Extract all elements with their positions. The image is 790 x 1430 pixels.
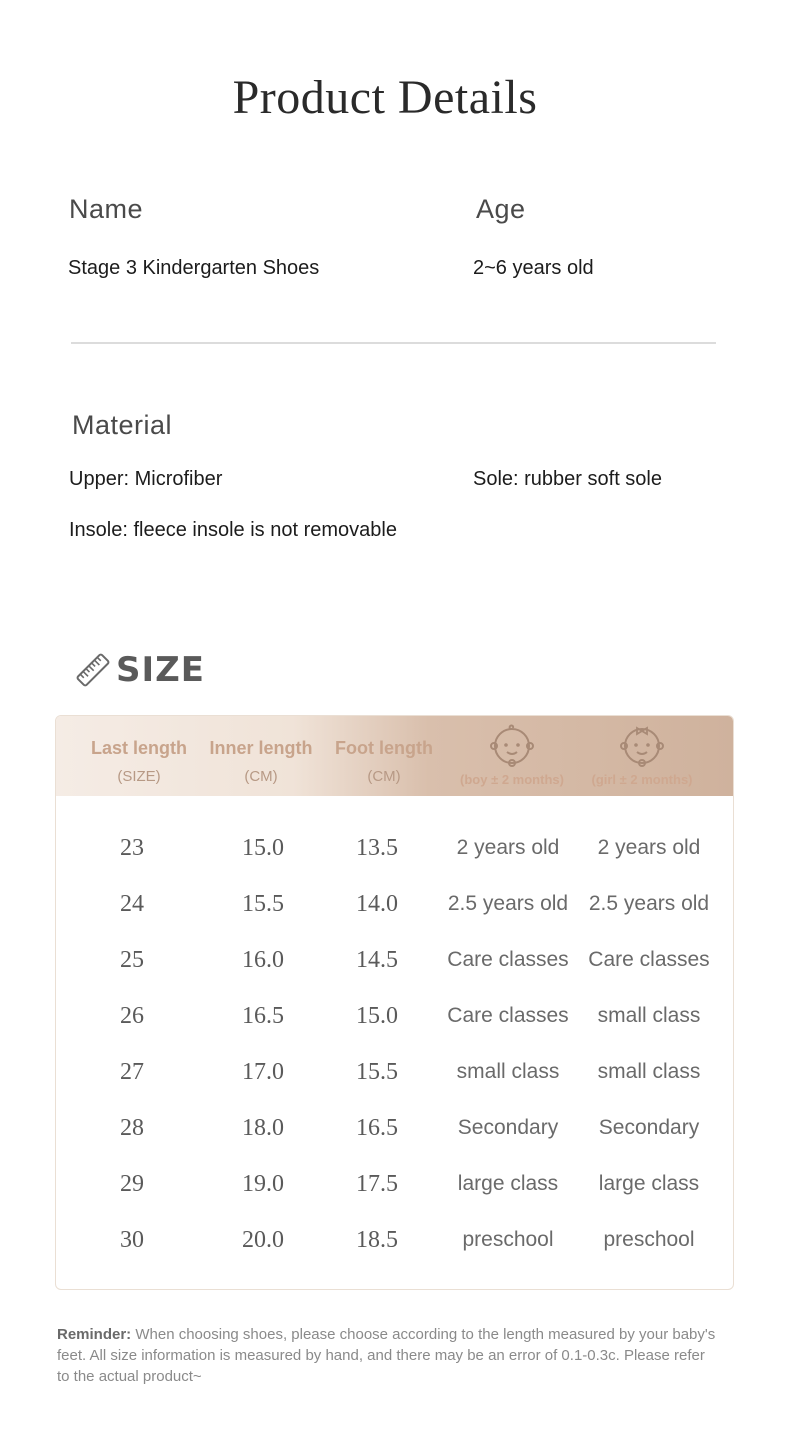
boy-age-cell: large class — [457, 1172, 559, 1195]
girl-age-cell: 2 years old — [597, 836, 701, 859]
age-value: 2~6 years old — [473, 257, 594, 279]
material-insole: Insole: fleece insole is not removable — [69, 519, 397, 541]
header-inner-length — [201, 716, 321, 796]
boy-age-cell: 2.5 years old — [447, 892, 569, 915]
header-inner-length-unit: (CM) — [244, 768, 278, 785]
foot-length-cell: 18.5 — [356, 1227, 398, 1253]
girl-age-cell: preschool — [603, 1228, 695, 1251]
size-cell: 24 — [120, 891, 144, 917]
inner-length-cell: 17.0 — [242, 1059, 284, 1085]
header-girl — [576, 716, 708, 796]
size-cell: 29 — [120, 1171, 144, 1197]
foot-length-cell: 14.0 — [356, 891, 398, 917]
header-last-length — [74, 716, 204, 796]
boy-age-cell: small class — [456, 1060, 560, 1083]
boy-face-icon — [488, 722, 536, 768]
boy-age-cell: Secondary — [457, 1116, 559, 1139]
material-sole: Sole: rubber soft sole — [473, 468, 662, 490]
girl-age-cell: Secondary — [598, 1116, 700, 1139]
size-cell: 27 — [120, 1059, 144, 1085]
size-cell: 26 — [120, 1003, 144, 1029]
page-title: Product Details — [232, 71, 538, 124]
table-row — [56, 1156, 733, 1212]
table-row — [56, 876, 733, 932]
girl-age-cell: large class — [598, 1172, 700, 1195]
foot-length-cell: 14.5 — [356, 947, 398, 973]
size-cell: 28 — [120, 1115, 144, 1141]
inner-length-cell: 16.5 — [242, 1003, 284, 1029]
header-boy — [448, 716, 576, 796]
section-divider — [71, 342, 716, 344]
header-foot-length — [324, 716, 444, 796]
table-row — [56, 1212, 733, 1268]
foot-length-cell: 15.5 — [356, 1059, 398, 1085]
reminder-label: Reminder: — [57, 1326, 132, 1343]
foot-length-cell: 16.5 — [356, 1115, 398, 1141]
girl-age-cell: 2.5 years old — [588, 892, 710, 915]
header-boy-label: (boy ± 2 months) — [460, 772, 564, 787]
size-heading — [74, 648, 205, 692]
table-row — [56, 988, 733, 1044]
inner-length-cell: 15.5 — [242, 891, 284, 917]
size-cell: 30 — [120, 1227, 144, 1253]
boy-age-cell: Care classes — [447, 948, 569, 971]
girl-age-cell: small class — [597, 1060, 701, 1083]
inner-length-cell: 15.0 — [242, 835, 284, 861]
girl-face-icon — [618, 722, 666, 768]
foot-length-cell: 13.5 — [356, 835, 398, 861]
header-foot-length-label: Foot length — [335, 738, 433, 758]
age-label: Age — [476, 194, 526, 224]
material-upper: Upper: Microfiber — [69, 468, 223, 490]
inner-length-cell: 20.0 — [242, 1227, 284, 1253]
table-row — [56, 1100, 733, 1156]
size-title: SIZE — [116, 650, 206, 690]
header-foot-length-unit: (CM) — [367, 768, 401, 785]
header-last-length-label: Last length — [90, 738, 187, 758]
inner-length-cell: 16.0 — [242, 947, 284, 973]
girl-age-cell: Care classes — [588, 948, 710, 971]
size-table — [55, 715, 734, 1290]
ruler-icon — [74, 651, 112, 689]
table-row — [56, 1044, 733, 1100]
header-girl-label: (girl ± 2 months) — [591, 772, 693, 787]
table-row — [56, 932, 733, 988]
size-cell: 25 — [120, 947, 144, 973]
foot-length-cell: 17.5 — [356, 1171, 398, 1197]
reminder-text: When choosing shoes, please choose according to the length measured by your baby's feet. All size information is measured by hand, and there may be an error of 0.1-0.3c. Please refer to the actual product~ — [57, 1326, 716, 1385]
table-row — [56, 820, 733, 876]
size-cell: 23 — [120, 835, 144, 861]
reminder-note — [57, 1324, 717, 1387]
table-header — [56, 716, 733, 796]
material-label: Material — [72, 410, 173, 440]
boy-age-cell: preschool — [462, 1228, 554, 1251]
foot-length-cell: 15.0 — [356, 1003, 398, 1029]
inner-length-cell: 18.0 — [242, 1115, 284, 1141]
boy-age-cell: 2 years old — [456, 836, 560, 859]
boy-age-cell: Care classes — [447, 1004, 569, 1027]
header-last-length-unit: (SIZE) — [117, 768, 161, 785]
name-label: Name — [69, 194, 144, 224]
inner-length-cell: 19.0 — [242, 1171, 284, 1197]
girl-age-cell: small class — [597, 1004, 701, 1027]
header-inner-length-label: Inner length — [209, 738, 313, 758]
name-value: Stage 3 Kindergarten Shoes — [68, 257, 320, 279]
